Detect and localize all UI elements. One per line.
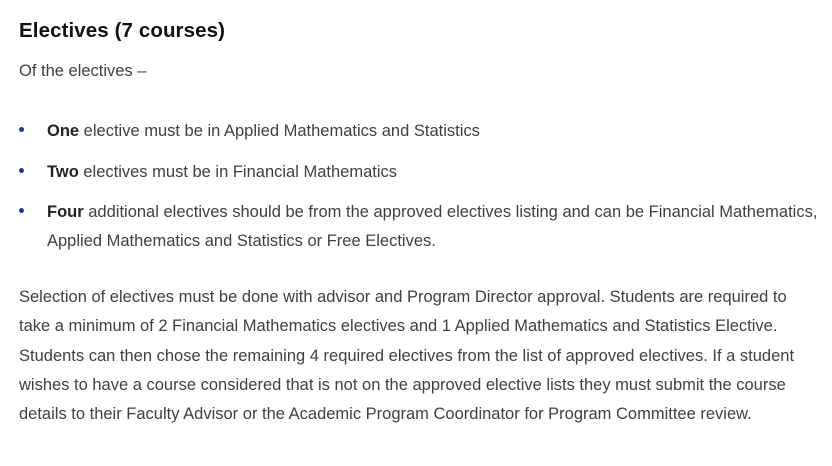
bullet-icon [19, 168, 24, 173]
bullet-icon [19, 208, 24, 213]
list-item [19, 158, 819, 187]
requirements-list [19, 117, 819, 256]
bullet-icon [19, 127, 24, 132]
requirement-text: additional electives should be from the approved electives listing and can be Financial Mathematics, Applied Mathematics and Statistics or Free Electives. [47, 203, 818, 250]
requirement-count: One [47, 122, 80, 140]
approval-note: Selection of electives must be done with advisor and Program Director approval. Students are required to take a minimum of 2 Financial Mathematics electives and 1 Applied Mathematics and Statistics Elective. Students can then chose the remaining 4 required electives from the list of approved electives. If a student wishes to have a course considered that is not on the approved elective lists they must submit the course details to their Faculty Advisor or the Academic Program Coordinator for Program Committee review. [19, 288, 795, 424]
list-item [19, 117, 819, 146]
requirement-text: electives must be in Financial Mathematics [78, 162, 397, 181]
intro-text: Of the electives – [19, 62, 147, 80]
list-item [19, 198, 819, 256]
section-heading: Electives (7 courses) [19, 19, 226, 42]
requirement-count: Four [47, 203, 84, 221]
requirement-count: Two [47, 162, 79, 181]
requirement-text: elective must be in Applied Mathematics and Statistics [79, 122, 480, 140]
